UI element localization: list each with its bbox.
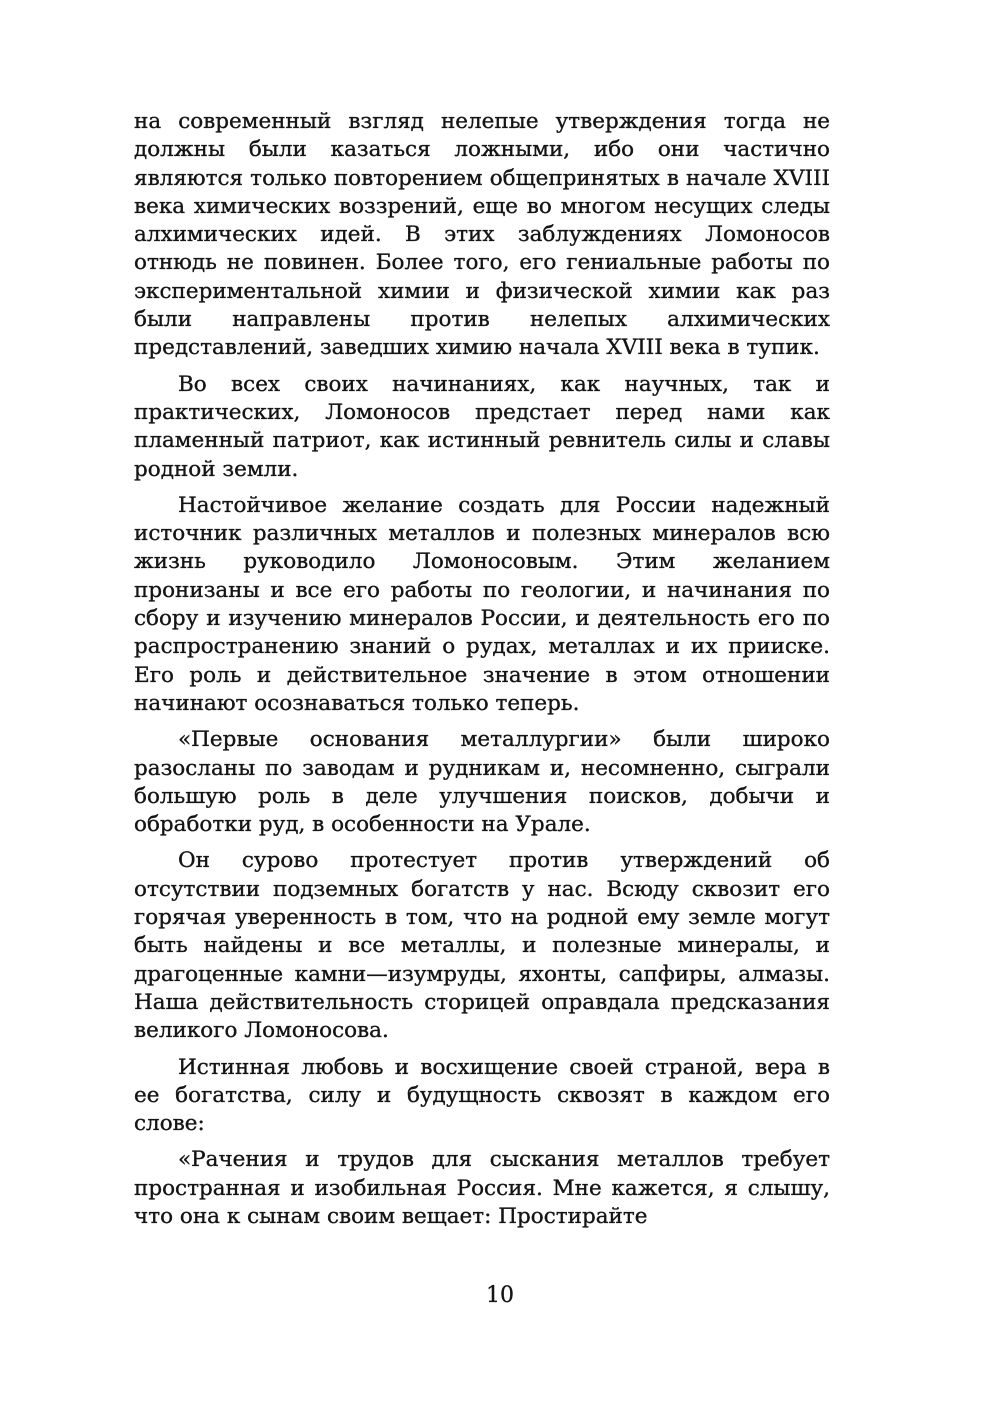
paragraph-6: Истинная любовь и восхищение своей страной, вера в ее богатства, силу и будущность сквозят в каждом его слове: bbox=[134, 1054, 830, 1137]
body-text bbox=[134, 108, 830, 1239]
paragraph-1: на современный взгляд нелепые утверждения тогда не должны были казаться ложными, ибо они частично являются только повторением общепринятых в начале XVIII века химических воззрений, еще во многом несущих следы алхимических идей. В этих заблуждениях Ломоносов отнюдь не повинен. Более того, его гениальные работы по экспериментальной химии и физической химии как раз были направлены против нелепых алхимических представлений, заведших химию начала XVIII века в тупик. bbox=[134, 109, 830, 361]
page-number: 10 bbox=[486, 1283, 514, 1308]
paragraph-3: Настойчивое желание создать для России надежный источник различных металлов и полезных минералов всю жизнь руководило Ломоносовым. Этим желанием пронизаны и все его работы по геологии, и начинания по сбору и изучению минералов России, и деятельность его по распространению знаний о рудах, металлах и их прииске. Его роль и действительное значение в этом отношении начинают осознаваться только теперь. bbox=[134, 492, 830, 716]
paragraph-7: «Рачения и трудов для сыскания металлов требует пространная и изобильная Россия. Мне кажется, я слышу, что она к сынам своим вещает: Простирайте bbox=[134, 1147, 830, 1229]
paragraph-2: Во всех своих начинаниях, как научных, так и практических, Ломоносов предстает перед нами как пламенный патриот, как истинный ревнитель силы и славы родной земли. bbox=[134, 371, 830, 482]
paragraph-5: Он сурово протестует против утверждений об отсутствии подземных богатств у нас. Всюду сквозит его горячая уверенность в том, что на родной ему земле могут быть найдены и все металлы, и полезные минералы, и драгоценные камни—изумруды, яхонты, сапфиры, алмазы. Наша действительность сторицей оправдала предсказания великого Ломоносова. bbox=[134, 848, 830, 1044]
paragraph-4: «Первые основания металлургии» были широко разосланы по заводам и рудникам и, несомненно, сыграли большую роль в деле улучшения поисков, добычи и обработки руд, в особенности на Урале. bbox=[134, 727, 830, 838]
